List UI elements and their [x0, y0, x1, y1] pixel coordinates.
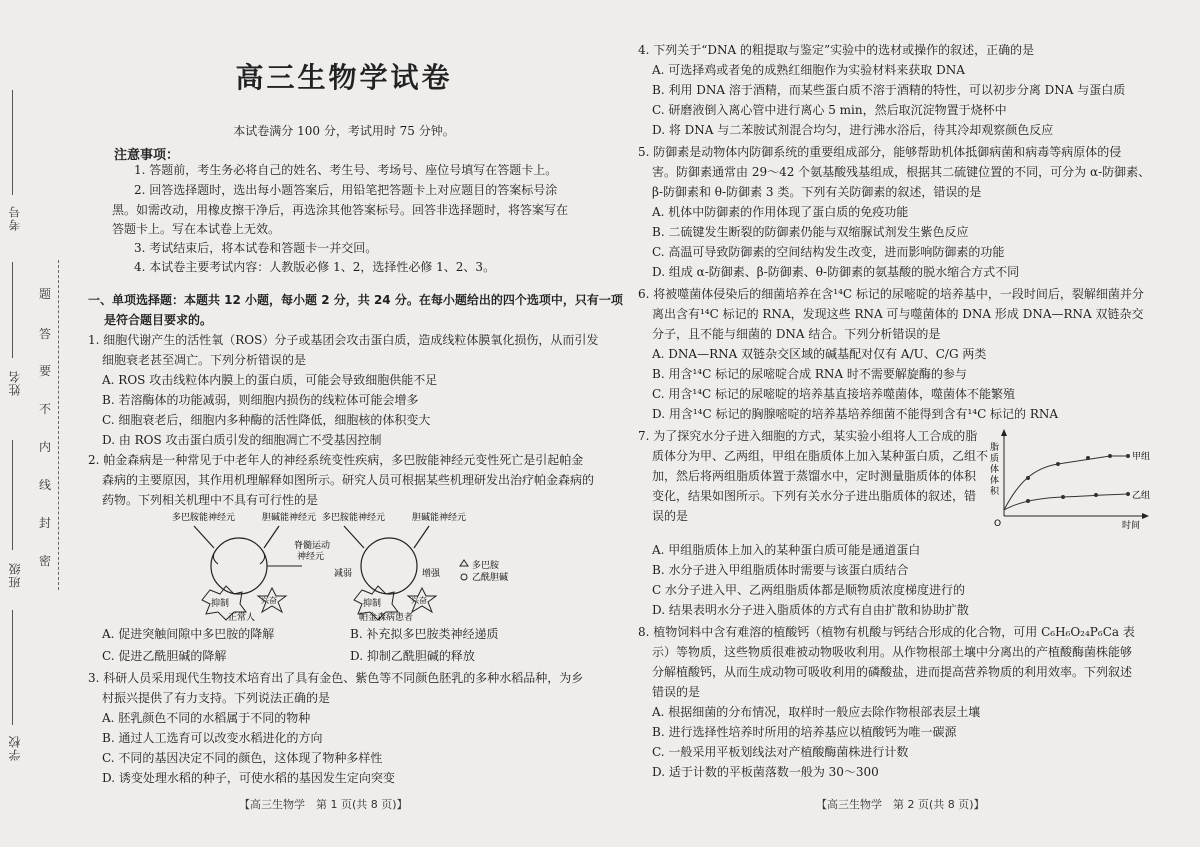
q8-stem: 示）等物质，这些物质很难被动物吸收利用。从作物根部土壤中分离出的产植酸酶菌株能够	[652, 645, 1133, 659]
q7-option-d: D. 结果表明水分子进入脂质体的方式有自由扩散和协助扩散	[652, 603, 969, 617]
q5-option-b: B. 二硫键发生断裂的防御素仍能与双缩脲试剂发生紫色反应	[652, 225, 969, 239]
q2-stem: 2. 帕金森病是一种常见于中老年人的神经系统变性疾病，多巴胺能神经元变性死亡是引起帕金	[88, 453, 584, 467]
q1-stem: 1. 细胞代谢产生的活性氧（ROS）分子或基团会攻击蛋白质，造成线粒体膜氧化损伤，从而引发	[88, 333, 599, 347]
q2-spinal-label-2: 神经元	[297, 552, 325, 562]
banji-line	[12, 440, 13, 550]
q8-option-d: D. 适于计数的平板菌落数一般为 30～300	[652, 765, 879, 779]
q3-option-c: C. 不同的基因决定不同的颜色，这体现了物种多样性	[102, 751, 383, 765]
q2-inhibit-left-label: 抑制	[211, 599, 230, 609]
q7-series-a-point	[1056, 462, 1060, 466]
seal-char: 答	[38, 327, 51, 341]
q3-stem: 3. 科研人员采用现代生物技术培育出了具有金色、紫色等不同颜色胚乳的多种水稻品种，为乡	[88, 671, 584, 685]
note-line: 4. 本试卷主要考试内容：人教版必修 1、2，选择性必修 1、2、3。	[134, 260, 496, 274]
q2-option-a: A. 促进突触间隙中多巴胺的降解	[102, 627, 275, 641]
q5-option-c: C. 高温可导致防御素的空间结构发生改变，进而影响防御素的功能	[652, 245, 1005, 259]
xuexiao-line	[12, 610, 13, 725]
q7-series-b-point	[1094, 493, 1098, 497]
q1-option-a: A. ROS 攻击线粒体内膜上的蛋白质，可能会导致细胞供能不足	[102, 373, 438, 387]
q2-option-b: B. 补充拟多巴胺类神经递质	[350, 627, 499, 641]
q4-option-a: A. 可选择鸡或者兔的成熟红细胞作为实验材料来获取 DNA	[652, 63, 965, 77]
q4-option-b: B. 利用 DNA 溶于酒精，而某些蛋白质不溶于酒精的特性，可以初步分离 DNA 与蛋白质	[652, 83, 1126, 97]
q2-option-c: C. 促进乙酰胆碱的降解	[102, 649, 227, 663]
q4-option-c: C. 研磨液倒入离心管中进行离心 5 min，然后取沉淀物置于烧杯中	[652, 103, 1007, 117]
q7-x-arrow	[1142, 513, 1149, 519]
q6-option-d: D. 用含¹⁴C 标记的胸腺嘧啶的培养基培养细菌不能得到含有¹⁴C 标记的 RNA	[652, 407, 1059, 421]
q2-spinal-label: 脊髓运动	[294, 541, 331, 551]
xingming-label: 姓名	[8, 370, 22, 396]
q7-ylabel-4: 体	[990, 476, 1000, 486]
q3-option-d: D. 诱变处理水稻的种子，可使水稻的基因发生定向突变	[102, 771, 395, 785]
q3-option-b: B. 通过人工选育可以改变水稻进化的方向	[102, 731, 323, 745]
q7-stem: 误的是	[652, 509, 689, 523]
page-footer-right: 【高三生物学 第 2 页(共 8 页)】	[816, 798, 985, 811]
note-line: 3. 考试结束后，将本试卷和答题卡一并交回。	[134, 241, 378, 255]
q6-option-c: C. 用含¹⁴C 标记的尿嘧啶的培养基直接培养噬菌体，噬菌体不能繁殖	[652, 387, 1016, 401]
q3-option-a: A. 胚乳颜色不同的水稻属于不同的物种	[102, 711, 311, 725]
q2-inhibit-right-label: 抑制	[363, 599, 382, 609]
q1-option-d: D. 由 ROS 攻击蛋白质引发的细胞凋亡不受基因控制	[102, 433, 382, 447]
section-heading: 是符合题目要求的。	[104, 313, 213, 327]
q4-option-d: D. 将 DNA 与二苯胺试剂混合均匀，进行沸水浴后，待其冷却观察颜色反应	[652, 123, 1054, 137]
q3-stem: 村振兴提供了有力支持。下列说法正确的是	[102, 691, 331, 705]
q2-neuron-body-right	[361, 538, 417, 594]
q2-synapse-left-a	[213, 550, 218, 564]
q2-axon-left-b	[264, 526, 279, 548]
q6-option-b: B. 用含¹⁴C 标记的尿嘧啶合成 RNA 时不需要解旋酶的参与	[652, 367, 967, 381]
q1-option-b: B. 若溶酶体的功能减弱，则细胞内损伤的线粒体可能会增多	[102, 393, 419, 407]
q8-stem: 错误的是	[652, 685, 701, 699]
q2-da-neuron-right-label: 多巴胺能神经元	[322, 513, 386, 523]
q5-stem: 害。防御素通常由 29～42 个氨基酸残基组成，根据其二硫键位置的不同，可分为 α-防御素、	[652, 165, 1151, 179]
q7-series-b-point	[1126, 492, 1130, 496]
q2-legend-ach-label: 乙酰胆碱	[472, 573, 509, 583]
q1-option-c: C. 细胞衰老后，细胞内多种酶的活性降低，细胞核的体积变大	[102, 413, 431, 427]
q7-ylabel-3: 体	[990, 465, 1000, 475]
seal-char: 题	[38, 287, 51, 301]
q7-ylabel-5: 积	[990, 487, 1000, 497]
q2-axon-left-a	[194, 526, 214, 548]
q7-series-a-line	[1004, 456, 1128, 510]
q8-stem: 8. 植物饲料中含有难溶的植酸钙（植物有机酸与钙结合形成的化合物，可用 C₆H₆O₂₄P₆Ca 表	[638, 625, 1135, 639]
exam-subtitle: 本试卷满分 100 分，考试用时 75 分钟。	[233, 124, 455, 138]
q7-ylabel-1: 脂	[990, 443, 1000, 453]
note-line: 2. 回答选择题时，选出每小题答案后，用铅笔把答题卡上对应题目的答案标号涂	[134, 183, 558, 197]
q2-weaken-label: 减弱	[334, 569, 353, 579]
seal-char: 密	[38, 554, 51, 568]
q7-option-c: C 水分子进入甲、乙两组脂质体都是顺物质浓度梯度进行的	[652, 583, 965, 597]
q1-stem: 细胞衰老甚至凋亡。下列分析错误的是	[102, 353, 307, 367]
section-heading: 一、单项选择题：本题共 12 小题，每小题 2 分，共 24 分。在每小题给出的四个选项中，只有一项	[88, 293, 623, 307]
q2-legend-ach-marker	[461, 574, 467, 580]
q5-option-a: A. 机体中防御素的作用体现了蛋白质的免疫功能	[652, 205, 909, 219]
q6-stem: 分子，且不能与细菌的 DNA 结合。下列分析错误的是	[652, 327, 941, 341]
banji-label: 班级	[8, 562, 22, 588]
seal-char: 线	[38, 478, 51, 492]
exam-title: 高三生物学试卷	[235, 61, 453, 94]
q8-option-a: A. 根据细菌的分布情况，取样时一般应去除作物根部表层土壤	[652, 705, 981, 719]
q2-axon-right-b	[414, 526, 429, 548]
q7-series-a-point	[1108, 454, 1112, 458]
xuexiao-label: 学校	[8, 735, 22, 761]
q2-legend-da-label: 多巴胺	[472, 561, 500, 571]
q8-option-c: C. 一般采用平板划线法对产植酸酶菌株进行计数	[652, 745, 909, 759]
q7-origin: O	[994, 519, 1002, 529]
q6-stem: 离出含有¹⁴C 标记的 RNA，发现这些 RNA 可与噬菌体的 DNA 形成 DNA—RNA 双链杂交	[652, 307, 1144, 321]
q7-ylabel-2: 质	[990, 454, 1000, 464]
q2-stem: 药物。下列相关机理中不具有可行性的是	[102, 493, 319, 507]
q7-y-arrow	[1001, 429, 1007, 436]
note-line: 黑。如需改动，用橡皮擦干净后，再选涂其他答案标号。回答非选择题时，将答案写在	[112, 203, 569, 217]
q7-stem: 变化，结果如图所示。下列有关水分子进出脂质体的叙述，错	[652, 489, 977, 503]
q2-excite-left-label: 兴奋	[261, 596, 277, 605]
q7-series-a-point	[1086, 456, 1090, 460]
q2-stem: 森病的主要原因，其作用机理解释如图所示。研究人员可根据某些机理研发出治疗帕金森病的	[102, 473, 595, 487]
q2-ach-neuron-left-label: 胆碱能神经元	[262, 513, 317, 523]
q7-option-b: B. 水分子进入甲组脂质体时需要与该蛋白质结合	[652, 563, 909, 577]
q5-stem: 5. 防御素是动物体内防御系统的重要组成部分，能够帮助机体抵御病菌和病毒等病原体的侵	[638, 145, 1122, 159]
q7-series-a-point	[1126, 454, 1130, 458]
q2-da-neuron-left-label: 多巴胺能神经元	[172, 513, 236, 523]
q7-volume-chart	[988, 428, 1158, 533]
q2-excite-right-label: 兴奋	[411, 596, 427, 605]
q8-stem: 分解植酸钙，从而生成动物可吸收利用的磷酸盐，进而提高营养物质的利用效率。下列叙述	[652, 665, 1133, 679]
seal-char: 不	[38, 402, 51, 416]
notes-heading: 注意事项：	[114, 148, 180, 163]
q7-series-a-point	[1026, 476, 1030, 480]
q5-option-d: D. 组成 α-防御素、β-防御素、θ-防御素的氨基酸的脱水缩合方式不同	[652, 265, 1020, 279]
kaohao-label: 考号	[8, 205, 22, 231]
q6-stem: 6. 将被噬菌体侵染后的细菌培养在含¹⁴C 标记的尿嘧啶的培养基中，一段时间后，裂解细菌并分	[638, 287, 1144, 301]
q2-mechanism-diagram	[154, 508, 574, 623]
binding-margin	[0, 0, 70, 847]
xingming-line	[12, 262, 13, 358]
seal-char: 要	[38, 364, 51, 378]
q2-synapse-left-b	[260, 550, 265, 564]
kaohao-line	[12, 90, 13, 195]
q7-option-a: A. 甲组脂质体上加入的某种蛋白质可能是通道蛋白	[652, 543, 921, 557]
note-line: 答题卡上。写在本试卷上无效。	[112, 222, 281, 236]
q2-ach-neuron-right-label: 胆碱能神经元	[412, 513, 467, 523]
q2-neuron-body-left	[211, 538, 267, 594]
q2-option-d: D. 抑制乙酰胆碱的释放	[350, 649, 475, 663]
q2-legend-da-marker	[460, 560, 468, 566]
q5-stem: β-防御素和 θ-防御素 3 类。下列有关防御素的叙述，错误的是	[652, 185, 982, 199]
seal-dashed-line	[58, 260, 59, 590]
note-line: 1. 答题前，考生务必将自己的姓名、考生号、考场号、座位号填写在答题卡上。	[134, 163, 558, 177]
q7-series-b-point	[1026, 499, 1030, 503]
q7-series-b-line	[1004, 494, 1128, 510]
q7-series-b-point	[1061, 495, 1065, 499]
q7-stem: 7. 为了探究水分子进入细胞的方式，某实验小组将人工合成的脂	[638, 429, 978, 443]
q7-stem: 加，然后将两组脂质体置于蒸馏水中，定时测量脂质体的体积	[652, 469, 977, 483]
q2-normal-label: 正常人	[228, 613, 256, 623]
q2-patient-label: 帕金森病患者	[359, 613, 414, 623]
q8-option-b: B. 进行选择性培养时所用的培养基应以植酸钙为唯一碳源	[652, 725, 957, 739]
q7-stem: 质体分为甲、乙两组，甲组在脂质体上加入某种蛋白质，乙组不	[652, 449, 989, 463]
q2-enhance-label: 增强	[422, 569, 441, 579]
q4-stem: 4. 下列关于“DNA 的粗提取与鉴定”实验中的选材或操作的叙述，正确的是	[638, 43, 1035, 57]
q7-series-b-label: 乙组	[1132, 491, 1151, 501]
q7-xlabel: 时间	[1122, 521, 1141, 531]
q7-series-a-label: 甲组	[1132, 452, 1151, 462]
page-footer-left: 【高三生物学 第 1 页(共 8 页)】	[239, 798, 408, 811]
q6-option-a: A. DNA—RNA 双链杂交区域的碱基配对仅有 A/U、C/G 两类	[652, 347, 987, 361]
q2-axon-right-a	[344, 526, 364, 548]
seal-char: 内	[38, 440, 51, 454]
seal-char: 封	[38, 516, 51, 530]
